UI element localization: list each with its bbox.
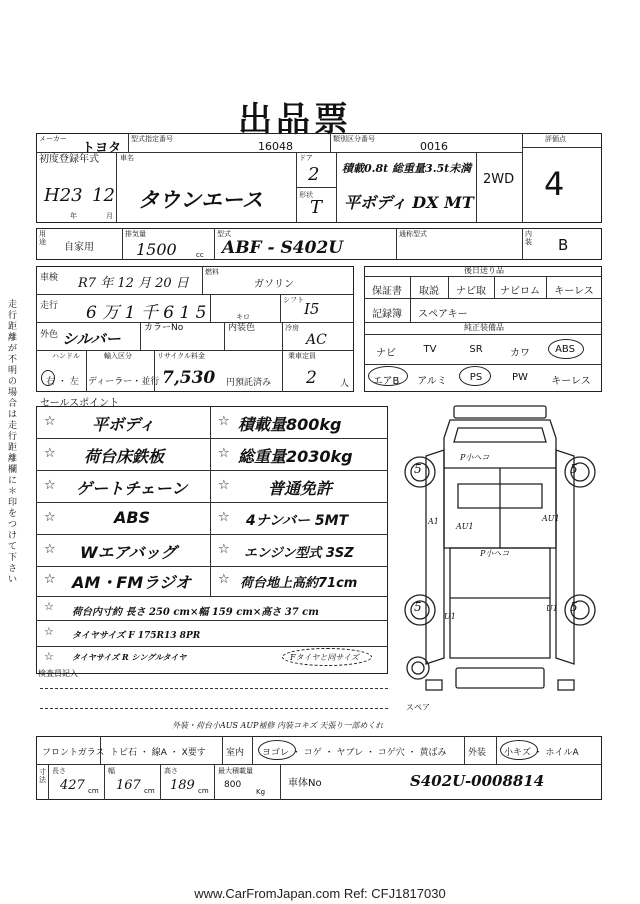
maker-value: トヨタ bbox=[82, 141, 122, 156]
doors-label: ドア bbox=[299, 154, 313, 162]
eq-ps-circle bbox=[459, 366, 491, 386]
damage-label: P小ヘコ bbox=[480, 549, 510, 558]
recycle-value: 7,530 bbox=[162, 368, 216, 388]
eq-leather: カワ bbox=[510, 348, 530, 359]
disp-value: 1500 bbox=[136, 240, 177, 259]
length-unit: cm bbox=[88, 787, 99, 795]
score-value: 4 bbox=[544, 165, 565, 203]
shape-label: 形状 bbox=[299, 191, 313, 199]
interior-label: 内装 bbox=[525, 230, 532, 246]
ext-label: 外装 bbox=[468, 748, 487, 758]
sales-point-10: 4ナンバー 5MT bbox=[246, 513, 349, 529]
use-value: 自家用 bbox=[64, 242, 94, 253]
eq-ps: PS bbox=[469, 372, 483, 383]
drive-value: 2WD bbox=[483, 172, 515, 187]
star-icon: ☆ bbox=[44, 542, 56, 557]
watermark: www.CarFromJapan.com Ref: CFJ1817030 bbox=[194, 886, 446, 901]
sales-point-12: 荷台地上高約71cm bbox=[240, 576, 358, 591]
first-reg-month: 12 bbox=[92, 185, 115, 206]
eq-navi: ナビ bbox=[376, 348, 396, 359]
sales-point-7: 積載量800kg bbox=[238, 415, 342, 434]
height-value: 189 bbox=[170, 778, 195, 793]
sales-extra-1: 荷台内寸約 長さ 250 cm×幅 159 cm×高さ 37 cm bbox=[72, 607, 319, 618]
load-value: 800 bbox=[224, 780, 242, 790]
star-icon: ☆ bbox=[218, 542, 230, 557]
width-unit: cm bbox=[144, 787, 155, 795]
handle-label: ハンドル bbox=[52, 352, 80, 360]
dim-label: 寸法 bbox=[39, 768, 46, 784]
room-value: ヨゴレ ・ コゲ ・ ヤブレ ・ コゲ穴 ・ 黄ばみ bbox=[262, 748, 447, 758]
length-value: 427 bbox=[60, 778, 85, 793]
recycle-suffix: 円預託済み bbox=[226, 378, 272, 388]
use-label: 用途 bbox=[39, 230, 46, 246]
handle-value: 右 ・ 左 bbox=[46, 377, 79, 387]
width-value: 167 bbox=[116, 778, 141, 793]
sales-point-4: ABS bbox=[114, 508, 151, 527]
eq-abs-circle bbox=[548, 339, 584, 359]
ac-label: 冷房 bbox=[285, 324, 299, 332]
first-reg-year: H23 bbox=[44, 185, 83, 206]
acc-warranty: 保証書 bbox=[372, 286, 402, 297]
tire-note-circle bbox=[282, 648, 372, 666]
damage-label: AU1 bbox=[456, 522, 474, 531]
star-icon: ☆ bbox=[44, 414, 56, 429]
sales-point-5: Wエアバッグ bbox=[80, 543, 177, 562]
acc-keyless: キーレス bbox=[554, 286, 594, 297]
shift-label: シフト bbox=[283, 296, 304, 304]
eq-sr: SR bbox=[469, 344, 483, 355]
class-no-label: 類別区分番号 bbox=[333, 135, 375, 143]
color-label: 外色 bbox=[40, 330, 59, 340]
sales-point-1: 平ボディ bbox=[92, 415, 155, 434]
inspection-label: 車検 bbox=[40, 273, 59, 283]
eq-airbag: エアB bbox=[372, 376, 400, 387]
eq-airbag-circle bbox=[368, 366, 408, 386]
sales-extra-3a: タイヤサイズ R シングルタイヤ bbox=[72, 652, 187, 662]
inspection-value: R7 年 12 月 20 日 bbox=[78, 276, 189, 291]
acc-record-value: スペアキー bbox=[418, 309, 468, 320]
damage-label: U1 bbox=[444, 612, 456, 621]
recycle-label: リサイクル料金 bbox=[157, 352, 206, 360]
eq-pw: PW bbox=[512, 372, 528, 383]
acc-manual: 取説 bbox=[419, 286, 439, 297]
damage-label: P小ヘコ bbox=[460, 453, 490, 462]
damage-label: U1 bbox=[546, 604, 558, 613]
star-icon: ☆ bbox=[44, 510, 56, 525]
sales-point-3: ゲートチェーン bbox=[76, 479, 188, 498]
width-label: 幅 bbox=[108, 767, 115, 775]
sales-extra-2: タイヤサイズ F 175R13 8PR bbox=[72, 631, 201, 641]
capacity-value: 2 bbox=[306, 368, 317, 388]
mileage-label: 走行 bbox=[40, 301, 59, 311]
inspector-label: 検査員記入 bbox=[38, 669, 78, 678]
sales-point-11: エンジン型式 3SZ bbox=[244, 546, 354, 561]
import-label: 輸入区分 bbox=[104, 352, 132, 360]
type-no-label: 型式指定番号 bbox=[131, 135, 173, 143]
ext-value: 小キズ ・ ホイルA bbox=[504, 748, 579, 758]
sales-point-6: AM・FMラジオ bbox=[72, 573, 192, 592]
score-label: 評価点 bbox=[545, 135, 566, 143]
color-no-label: カラーNo bbox=[144, 323, 184, 333]
star-icon: ☆ bbox=[44, 446, 56, 461]
ext-scratch-circle bbox=[500, 740, 538, 760]
damage-label: A1 bbox=[428, 517, 439, 526]
star-icon: ☆ bbox=[218, 446, 230, 461]
star-icon: ☆ bbox=[218, 510, 230, 525]
height-label: 高さ bbox=[164, 767, 178, 775]
shape-value: T bbox=[310, 197, 323, 218]
capacity-unit: 人 bbox=[340, 379, 350, 389]
model-value: ABF - S402U bbox=[222, 238, 344, 258]
mileage-value: 6 万 1 千 6 1 5 bbox=[86, 303, 207, 323]
acc-record-label: 記録簿 bbox=[372, 309, 402, 320]
room-label: 室内 bbox=[226, 748, 245, 758]
eq-abs: ABS bbox=[555, 344, 575, 355]
glass-value: トビ石 ・ 線A ・ X要す bbox=[110, 748, 206, 758]
sales-point-2: 荷台床鉄板 bbox=[84, 447, 165, 466]
import-value: ディーラー・並行 bbox=[88, 377, 160, 387]
eq-tv: TV bbox=[423, 344, 437, 355]
star-icon: ☆ bbox=[44, 625, 54, 638]
tire-depth-label: 5 bbox=[414, 600, 422, 614]
side-note: 走行距離が不明の場合は走行距離欄に＊印をつけて下さい bbox=[8, 300, 18, 585]
damage-label: AU1 bbox=[542, 514, 560, 523]
fuel-label: 燃料 bbox=[205, 268, 219, 276]
year-unit: 年 bbox=[70, 212, 77, 220]
int-color-label: 内装色 bbox=[228, 323, 256, 333]
handle-right-circle bbox=[41, 370, 55, 386]
car-name-label: 車名 bbox=[120, 154, 134, 162]
model-label: 型式 bbox=[217, 230, 231, 238]
equipment-title: 純正装備品 bbox=[464, 323, 504, 332]
eq-alloy: アルミ bbox=[417, 376, 447, 387]
acc-navi-manual: ナビ取 bbox=[456, 286, 486, 297]
disp-unit: cc bbox=[196, 251, 204, 259]
month-unit: 月 bbox=[106, 212, 113, 220]
tire-depth-label: 5 bbox=[570, 600, 578, 614]
length-label: 長さ bbox=[52, 767, 66, 775]
interior-value: B bbox=[558, 236, 569, 254]
tire-depth-label: 5 bbox=[570, 462, 578, 476]
load-label: 最大積載量 bbox=[218, 767, 253, 775]
eq-keyless: キーレス bbox=[551, 376, 591, 387]
spec-line-1: 積載0.8t 総重量3.5t未満 bbox=[342, 162, 472, 175]
spec-line-2: 平ボディ DX MT bbox=[344, 193, 474, 212]
capacity-label: 乗車定員 bbox=[288, 352, 316, 360]
accessories-title: 後日送り品 bbox=[464, 266, 504, 275]
fuel-value: ガソリン bbox=[254, 279, 294, 290]
car-name: タウンエース bbox=[138, 187, 263, 212]
room-dirt-circle bbox=[258, 740, 296, 760]
shift-value: I5 bbox=[304, 300, 320, 318]
first-reg-label: 初度登録年式 bbox=[39, 154, 99, 165]
glass-label: フロントガラス bbox=[42, 748, 105, 758]
tsusho-label: 通称型式 bbox=[399, 230, 427, 238]
chassis-label: 車体No bbox=[288, 778, 322, 789]
page-title: 出品票 bbox=[238, 100, 352, 140]
sales-points-title: セールスポイント bbox=[40, 398, 120, 409]
tire-depth-label: 5 bbox=[414, 462, 422, 476]
class-no-value: 0016 bbox=[420, 140, 448, 153]
star-icon: ☆ bbox=[218, 414, 230, 429]
km-unit: キロ bbox=[236, 313, 250, 321]
star-icon: ☆ bbox=[44, 600, 54, 613]
chassis-value: S402U-0008814 bbox=[410, 772, 545, 790]
sales-extra-3b: Fタイヤと同サイズ bbox=[290, 653, 359, 662]
star-icon: ☆ bbox=[44, 572, 56, 587]
star-icon: ☆ bbox=[44, 650, 54, 663]
acc-navi-rom: ナビロム bbox=[500, 286, 540, 297]
doors-value: 2 bbox=[308, 164, 320, 185]
color-value: シルバー bbox=[62, 330, 121, 348]
type-no-value: 16048 bbox=[258, 140, 293, 153]
maker-label: メーカー bbox=[39, 135, 67, 143]
load-unit: Kg bbox=[256, 788, 266, 796]
sales-point-8: 総重量2030kg bbox=[238, 447, 353, 466]
star-icon: ☆ bbox=[44, 478, 56, 493]
disp-label: 排気量 bbox=[125, 230, 146, 238]
spare-label: スペア bbox=[406, 703, 430, 712]
remark: 外装・荷台小AUS AUP補修 内装コキズ 天張り一部めくれ bbox=[172, 721, 384, 730]
sales-point-9: 普通免許 bbox=[268, 479, 333, 498]
ac-value: AC bbox=[306, 332, 327, 348]
height-unit: cm bbox=[198, 787, 209, 795]
star-icon: ☆ bbox=[218, 478, 230, 493]
star-icon: ☆ bbox=[218, 572, 230, 587]
